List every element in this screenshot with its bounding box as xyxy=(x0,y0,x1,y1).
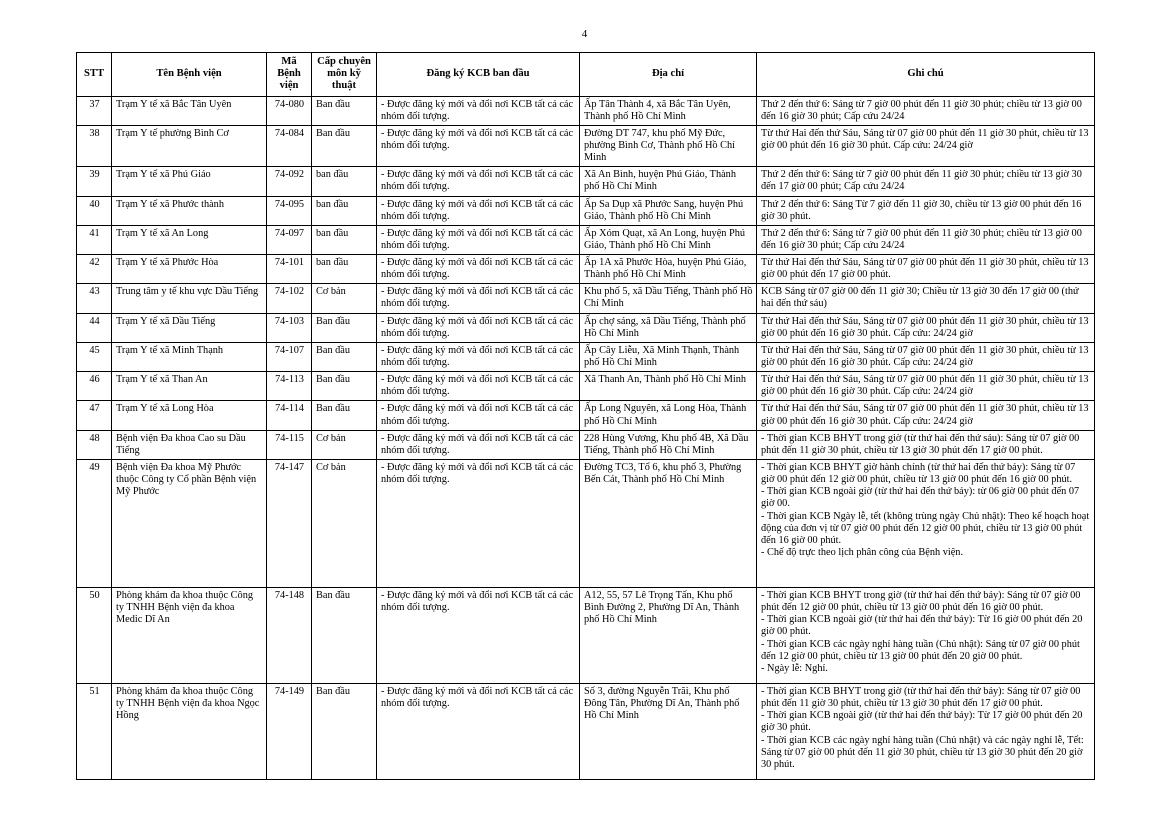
cell-address: A12, 55, 57 Lê Trọng Tấn, Khu phố Bình Đường 2, Phường Dĩ An, Thành phố Hồ Chí Minh xyxy=(580,588,757,684)
column-header-initial-registration: Đăng ký KCB ban đầu xyxy=(377,53,580,97)
cell-hospital-name: Trạm Y tế xã An Long xyxy=(112,225,267,254)
cell-address: Đường TC3, Tổ 6, khu phố 3, Phường Bến Cát, Thành phố Hồ Chí Minh xyxy=(580,460,757,588)
cell-stt: 48 xyxy=(77,430,112,459)
cell-initial-registration: - Được đăng ký mới và đổi nơi KCB tất cả các nhóm đối tượng. xyxy=(377,96,580,125)
note-line: - Thời gian KCB các ngày nghỉ hàng tuần (Chủ nhật) và các ngày nghỉ lễ, Tết: Sáng từ 07 giờ 00 phút đến 11 giờ 30 phút, chiều từ 13 giờ 30 phút đến 20 giờ 30 phút. xyxy=(761,734,1084,770)
cell-hospital-code: 74-149 xyxy=(267,684,312,780)
cell-initial-registration: - Được đăng ký mới và đổi nơi KCB tất cả các nhóm đối tượng. xyxy=(377,255,580,284)
cell-hospital-code: 74-113 xyxy=(267,372,312,401)
table-row xyxy=(77,284,1095,313)
note-line: - Thời gian KCB ngoài giờ (từ thứ hai đến thứ bảy): Từ 16 giờ 00 phút đến 20 giờ 00 phút. xyxy=(761,614,1083,638)
column-header-note: Ghi chú xyxy=(757,53,1095,97)
table-row xyxy=(77,196,1095,225)
cell-note: Từ thứ Hai đến thứ Sáu, Sáng từ 07 giờ 00 phút đến 11 giờ 30 phút, chiều từ 13 giờ 00 phút đến 16 giờ 30 phút. Cấp cứu: 24/24 giờ xyxy=(757,313,1095,342)
cell-hospital-name: Trạm Y tế xã Than An xyxy=(112,372,267,401)
cell-technical-level: ban đầu xyxy=(312,167,377,196)
cell-stt: 51 xyxy=(77,684,112,780)
cell-stt: 37 xyxy=(77,96,112,125)
column-header-technical-level: Cấp chuyên môn kỹ thuật xyxy=(312,53,377,97)
cell-hospital-name: Trạm Y tế xã Long Hòa xyxy=(112,401,267,430)
cell-hospital-name: Trạm Y tế xã Phước Hòa xyxy=(112,255,267,284)
note-line: - Thời gian KCB Ngày lễ, tết (không trùng ngày Chủ nhật): Theo kế hoạch hoạt động của đơn vị từ 07 giờ 00 phút đến 12 giờ 00 phút, chiều từ 13 giờ 00 phút đến 16 giờ 00 phút. xyxy=(761,510,1090,546)
cell-stt: 49 xyxy=(77,460,112,588)
table-row xyxy=(77,96,1095,125)
table-row xyxy=(77,225,1095,254)
cell-address: Ấp chợ sáng, xã Dầu Tiếng, Thành phố Hồ Chí Minh xyxy=(580,313,757,342)
column-header-hospital-name: Tên Bệnh viện xyxy=(112,53,267,97)
cell-initial-registration: - Được đăng ký mới và đổi nơi KCB tất cả các nhóm đối tượng. xyxy=(377,588,580,684)
cell-stt: 40 xyxy=(77,196,112,225)
table-header-row xyxy=(77,53,1095,97)
cell-hospital-code: 74-148 xyxy=(267,588,312,684)
cell-address: Ấp Cây Liễu, Xã Minh Thạnh, Thành phố Hồ Chí Minh xyxy=(580,342,757,371)
table-header xyxy=(77,53,1095,97)
cell-initial-registration: - Được đăng ký mới và đổi nơi KCB tất cả các nhóm đối tượng. xyxy=(377,196,580,225)
cell-hospital-name: Phòng khám đa khoa thuộc Công ty TNHH Bệnh viện đa khoa Medic Dĩ An xyxy=(112,588,267,684)
cell-hospital-code: 74-114 xyxy=(267,401,312,430)
cell-address: Ấp Xóm Quạt, xã An Long, huyện Phú Giáo, Thành phố Hồ Chí Minh xyxy=(580,225,757,254)
hospital-registration-table xyxy=(76,52,1095,780)
cell-address: Khu phố 5, xã Dầu Tiếng, Thành phố Hồ Chí Minh xyxy=(580,284,757,313)
cell-hospital-code: 74-101 xyxy=(267,255,312,284)
cell-stt: 41 xyxy=(77,225,112,254)
cell-address: Ấp Sa Dụp xã Phước Sang, huyện Phú Giáo, Thành phố Hồ Chí Minh xyxy=(580,196,757,225)
cell-hospital-name: Trạm Y tế xã Bắc Tân Uyên xyxy=(112,96,267,125)
cell-note: Từ thứ Hai đến thứ Sáu, Sáng từ 07 giờ 00 phút đến 11 giờ 30 phút, chiều từ 13 giờ 00 phút đến 16 giờ 30 phút. Cấp cứu: 24/24 giờ xyxy=(757,342,1095,371)
cell-hospital-code: 74-115 xyxy=(267,430,312,459)
table-row xyxy=(77,313,1095,342)
cell-stt: 42 xyxy=(77,255,112,284)
cell-note: Từ thứ Hai đến thứ Sáu, Sáng từ 07 giờ 00 phút đến 11 giờ 30 phút, chiều từ 13 giờ 00 phút đến 17 giờ 00 phút. xyxy=(757,255,1095,284)
cell-hospital-name: Trạm Y tế phường Bình Cơ xyxy=(112,125,267,166)
page-number: 4 xyxy=(581,28,588,40)
table-row xyxy=(77,372,1095,401)
cell-stt: 47 xyxy=(77,401,112,430)
cell-technical-level: Cơ bản xyxy=(312,284,377,313)
cell-initial-registration: - Được đăng ký mới và đổi nơi KCB tất cả các nhóm đối tượng. xyxy=(377,401,580,430)
cell-note: Thứ 2 đến thứ 6: Sáng từ 7 giờ 00 phút đến 11 giờ 30 phút; chiều từ 13 giờ 30 đến 17 giờ 00 phút; Cấp cứu 24/24 xyxy=(757,167,1095,196)
cell-note xyxy=(757,684,1095,780)
cell-stt: 38 xyxy=(77,125,112,166)
note-line: - Thời gian KCB BHYT trong giờ (từ thứ hai đến thứ bảy): Sáng từ 07 giờ 00 phút đến 12 giờ 00 phút, chiều từ 13 giờ 00 phút đến 16 giờ 00 phút. xyxy=(761,590,1081,614)
cell-address: Đường DT 747, khu phố Mỹ Đức, phường Bình Cơ, Thành phố Hồ Chí Minh xyxy=(580,125,757,166)
table-row xyxy=(77,430,1095,459)
table-row xyxy=(77,342,1095,371)
note-line: - Thời gian KCB BHYT trong giờ (từ thứ hai đến thứ bảy): Sáng từ 07 giờ 00 phút đến 11 giờ 30 phút, chiều từ 13 giờ 30 phút đến 17 giờ 00 phút. xyxy=(761,686,1081,710)
table-body xyxy=(77,96,1095,780)
cell-address: Xã Thanh An, Thành phố Hồ Chí Minh xyxy=(580,372,757,401)
cell-note: Thứ 2 đến thứ 6: Sáng Từ 7 giờ đến 11 giờ 30, chiều từ 13 giờ 00 phút đến 16 giờ 30 phút. xyxy=(757,196,1095,225)
cell-hospital-name: Trạm Y tế xã Phước thành xyxy=(112,196,267,225)
hospital-registration-table-container xyxy=(76,52,1094,780)
table-row xyxy=(77,684,1095,780)
table-row xyxy=(77,401,1095,430)
cell-hospital-code: 74-147 xyxy=(267,460,312,588)
cell-technical-level: Ban đầu xyxy=(312,125,377,166)
cell-hospital-name: Trạm Y tế xã Phú Giáo xyxy=(112,167,267,196)
cell-technical-level: ban đầu xyxy=(312,255,377,284)
cell-note: Thứ 2 đến thứ 6: Sáng từ 7 giờ 00 phút đến 11 giờ 30 phút; chiều từ 13 giờ 00 đến 16 giờ 30 phút; Cấp cứu 24/24 xyxy=(757,225,1095,254)
cell-hospital-code: 74-080 xyxy=(267,96,312,125)
cell-initial-registration: - Được đăng ký mới và đổi nơi KCB tất cả các nhóm đối tượng. xyxy=(377,372,580,401)
cell-technical-level: Ban đầu xyxy=(312,372,377,401)
cell-note: - Thời gian KCB BHYT trong giờ (từ thứ hai đến thứ sáu): Sáng từ 07 giờ 00 phút đến 11 giờ 30 phút, chiều từ 13 giờ 30 phút đến 17 giờ 00 phút. xyxy=(757,430,1095,459)
cell-technical-level: ban đầu xyxy=(312,225,377,254)
cell-address: 228 Hùng Vương, Khu phố 4B, Xã Dầu Tiếng, Thành phố Hồ Chí Minh xyxy=(580,430,757,459)
cell-stt: 46 xyxy=(77,372,112,401)
cell-initial-registration: - Được đăng ký mới và đổi nơi KCB tất cả các nhóm đối tượng. xyxy=(377,460,580,588)
cell-stt: 43 xyxy=(77,284,112,313)
cell-technical-level: Ban đầu xyxy=(312,96,377,125)
note-line: - Thời gian KCB ngoài giờ (từ thứ hai đến thứ bảy): từ 06 giờ 00 phút đến 07 giờ 00. xyxy=(761,486,1080,510)
cell-hospital-name: Phòng khám đa khoa thuộc Công ty TNHH Bệnh viện đa khoa Ngọc Hồng xyxy=(112,684,267,780)
cell-technical-level: Ban đầu xyxy=(312,342,377,371)
cell-technical-level: Cơ bản xyxy=(312,460,377,588)
cell-address: Ấp Tân Thành 4, xã Bắc Tân Uyên, Thành phố Hồ Chí Minh xyxy=(580,96,757,125)
note-line: - Thời gian KCB BHYT giờ hành chính (từ thứ hai đến thứ bảy): Sáng từ 07 giờ 00 phút đến 12 giờ 00 phút, chiều từ 13 giờ 00 phút đến 16 giờ 00 phút. xyxy=(761,462,1076,486)
cell-stt: 39 xyxy=(77,167,112,196)
cell-initial-registration: - Được đăng ký mới và đổi nơi KCB tất cả các nhóm đối tượng. xyxy=(377,167,580,196)
column-header-stt: STT xyxy=(77,53,112,97)
cell-note xyxy=(757,460,1095,588)
cell-note: Từ thứ Hai đến thứ Sáu, Sáng từ 07 giờ 00 phút đến 11 giờ 30 phút, chiều từ 13 giờ 00 phút đến 16 giờ 30 phút. Cấp cứu: 24/24 giờ xyxy=(757,401,1095,430)
cell-address: Xã An Bình, huyện Phú Giáo, Thành phố Hồ Chí Minh xyxy=(580,167,757,196)
table-row xyxy=(77,255,1095,284)
cell-address: Số 3, đường Nguyễn Trãi, Khu phố Đông Tân, Phường Dĩ An, Thành phố Hồ Chí Minh xyxy=(580,684,757,780)
cell-hospital-code: 74-097 xyxy=(267,225,312,254)
table-row xyxy=(77,460,1095,588)
cell-hospital-code: 74-107 xyxy=(267,342,312,371)
cell-initial-registration: - Được đăng ký mới và đổi nơi KCB tất cả các nhóm đối tượng. xyxy=(377,284,580,313)
cell-hospital-code: 74-092 xyxy=(267,167,312,196)
note-line: - Chế độ trực theo lịch phân công của Bệnh viện. xyxy=(761,547,964,559)
cell-technical-level: ban đầu xyxy=(312,196,377,225)
cell-initial-registration: - Được đăng ký mới và đổi nơi KCB tất cả các nhóm đối tượng. xyxy=(377,125,580,166)
cell-hospital-name: Trạm Y tế xã Dầu Tiếng xyxy=(112,313,267,342)
cell-note xyxy=(757,588,1095,684)
cell-note: KCB Sáng từ 07 giờ 00 đến 11 giờ 30; Chiều từ 13 giờ 30 đến 17 giờ 00 (thứ hai đến thứ sáu) xyxy=(757,284,1095,313)
cell-technical-level: Ban đầu xyxy=(312,588,377,684)
note-line: - Thời gian KCB ngoài giờ (từ thứ hai đến thứ bảy): Từ 17 giờ 00 phút đến 20 giờ 30 phút. xyxy=(761,710,1083,734)
table-row xyxy=(77,588,1095,684)
cell-address: Ấp Long Nguyên, xã Long Hòa, Thành phố Hồ Chí Minh xyxy=(580,401,757,430)
cell-initial-registration: - Được đăng ký mới và đổi nơi KCB tất cả các nhóm đối tượng. xyxy=(377,430,580,459)
table-row xyxy=(77,167,1095,196)
cell-stt: 45 xyxy=(77,342,112,371)
cell-stt: 50 xyxy=(77,588,112,684)
cell-technical-level: Ban đầu xyxy=(312,313,377,342)
cell-initial-registration: - Được đăng ký mới và đổi nơi KCB tất cả các nhóm đối tượng. xyxy=(377,225,580,254)
table-row xyxy=(77,125,1095,166)
cell-initial-registration: - Được đăng ký mới và đổi nơi KCB tất cả các nhóm đối tượng. xyxy=(377,342,580,371)
cell-hospital-code: 74-103 xyxy=(267,313,312,342)
cell-technical-level: Ban đầu xyxy=(312,401,377,430)
cell-note: Thứ 2 đến thứ 6: Sáng từ 7 giờ 00 phút đến 11 giờ 30 phút; chiều từ 13 giờ 00 đến 16 giờ 30 phút; Cấp cứu 24/24 xyxy=(757,96,1095,125)
cell-initial-registration: - Được đăng ký mới và đổi nơi KCB tất cả các nhóm đối tượng. xyxy=(377,684,580,780)
column-header-hospital-code: Mã Bệnh viện xyxy=(267,53,312,97)
cell-address: Ấp 1A xã Phước Hòa, huyện Phú Giáo, Thành phố Hồ Chí Minh xyxy=(580,255,757,284)
column-header-address: Địa chỉ xyxy=(580,53,757,97)
note-line: - Ngày lễ: Nghỉ. xyxy=(761,662,828,674)
cell-stt: 44 xyxy=(77,313,112,342)
cell-hospital-code: 74-084 xyxy=(267,125,312,166)
cell-initial-registration: - Được đăng ký mới và đổi nơi KCB tất cả các nhóm đối tượng. xyxy=(377,313,580,342)
cell-hospital-code: 74-102 xyxy=(267,284,312,313)
cell-hospital-name: Trung tâm y tế khu vực Dầu Tiếng xyxy=(112,284,267,313)
note-line: - Thời gian KCB các ngày nghỉ hàng tuần (Chủ nhật): Sáng từ 07 giờ 00 phút đến 12 giờ 00 phút, chiều từ 13 giờ 00 phút đến 20 giờ 00 phút. xyxy=(761,638,1080,662)
cell-note: Từ thứ Hai đến thứ Sáu, Sáng từ 07 giờ 00 phút đến 11 giờ 30 phút, chiều từ 13 giờ 00 phút đến 16 giờ 30 phút. Cấp cứu: 24/24 giờ xyxy=(757,125,1095,166)
cell-hospital-name: Trạm Y tế xã Minh Thạnh xyxy=(112,342,267,371)
cell-technical-level: Ban đầu xyxy=(312,684,377,780)
cell-hospital-code: 74-095 xyxy=(267,196,312,225)
cell-hospital-name: Bệnh viện Đa khoa Mỹ Phước thuộc Công ty Cổ phần Bệnh viện Mỹ Phước xyxy=(112,460,267,588)
cell-hospital-name: Bệnh viện Đa khoa Cao su Dầu Tiếng xyxy=(112,430,267,459)
cell-note: Từ thứ Hai đến thứ Sáu, Sáng từ 07 giờ 00 phút đến 11 giờ 30 phút, chiều từ 13 giờ 00 phút đến 16 giờ 30 phút. Cấp cứu: 24/24 giờ xyxy=(757,372,1095,401)
cell-technical-level: Cơ bản xyxy=(312,430,377,459)
